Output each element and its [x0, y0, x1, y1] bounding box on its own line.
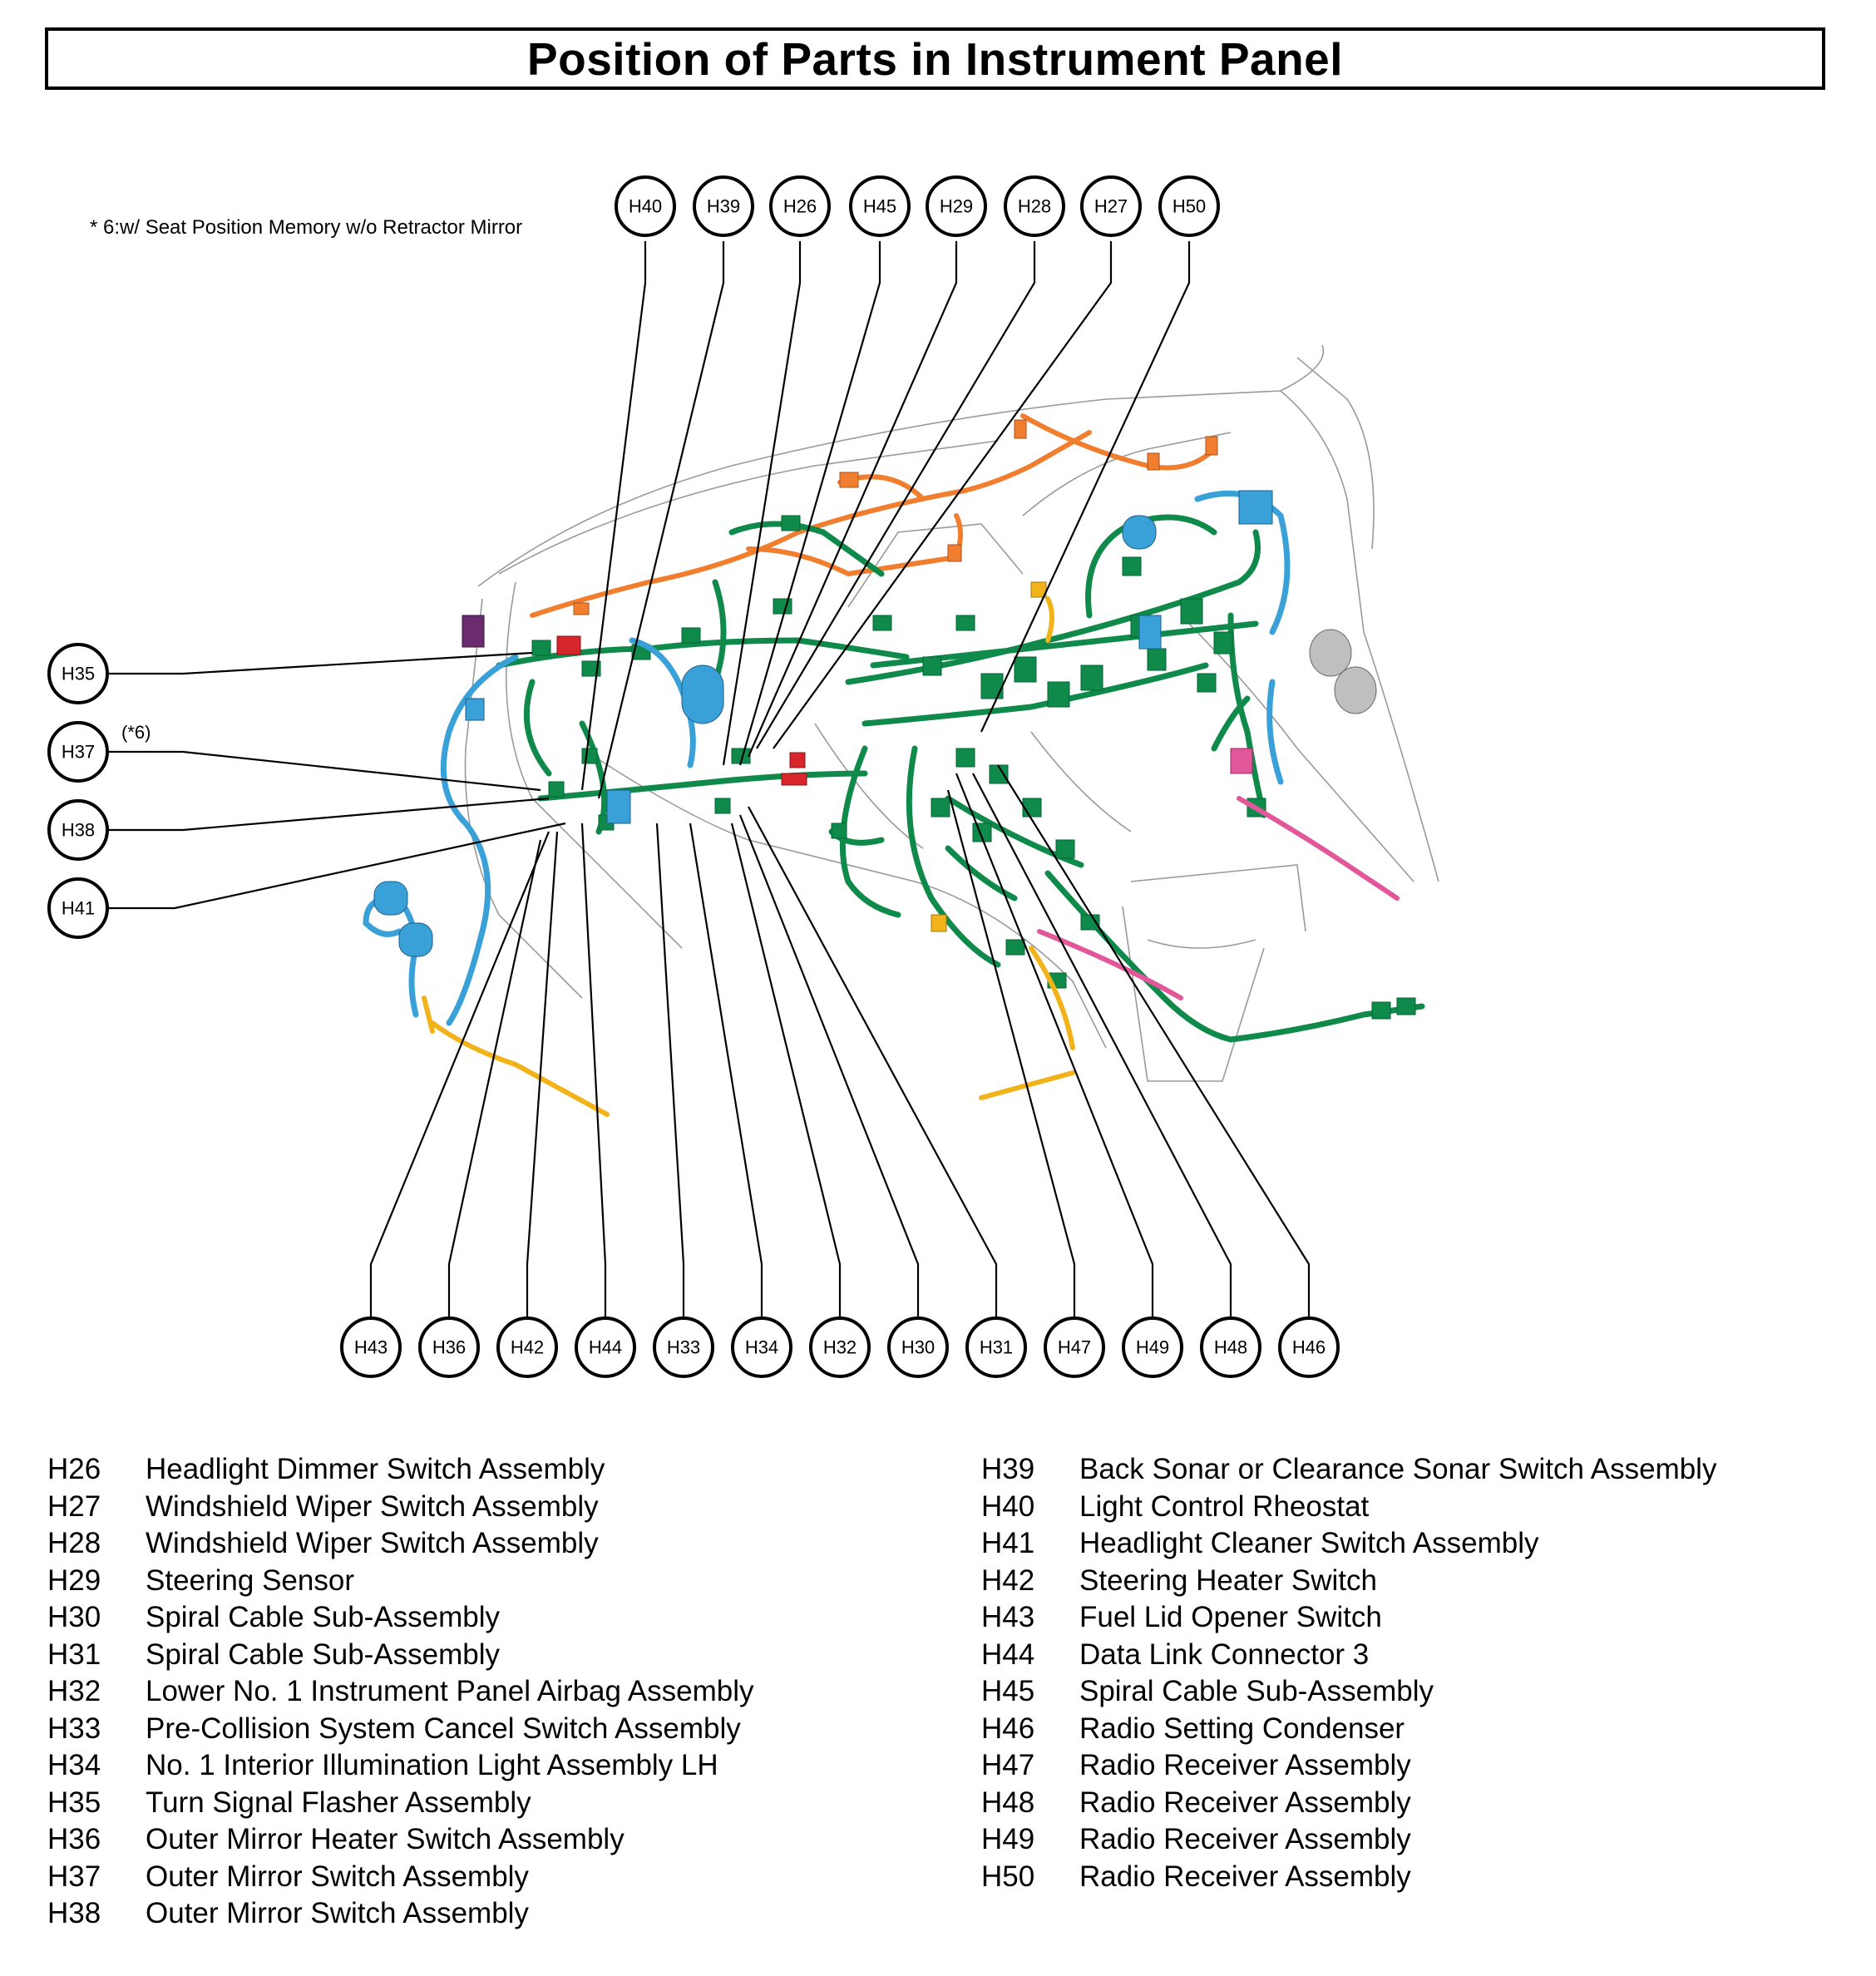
legend-row	[47, 1525, 753, 1563]
callout-H49	[1123, 1318, 1182, 1376]
legend-code: H29	[47, 1564, 101, 1597]
legend-label: Headlight Dimmer Switch Assembly	[146, 1453, 605, 1485]
legend-label: Pre-Collision System Cancel Switch Assembly	[146, 1712, 741, 1745]
callout-label: H47	[1057, 1336, 1092, 1358]
legend-row	[981, 1711, 1716, 1748]
callout-label: H46	[1291, 1336, 1326, 1358]
legend-code: H30	[47, 1601, 101, 1633]
callout-label: H49	[1135, 1336, 1170, 1358]
legend-label: Outer Mirror Switch Assembly	[146, 1860, 529, 1893]
callout-H41	[49, 879, 107, 937]
legend-right	[981, 1451, 1716, 1895]
callout-H50	[1160, 177, 1218, 235]
callout-label: H40	[628, 195, 663, 217]
callout-H32	[811, 1318, 869, 1376]
legend-code: H47	[981, 1749, 1035, 1781]
legend-row	[47, 1599, 753, 1637]
legend-code: H40	[981, 1489, 1035, 1523]
legend-left	[47, 1451, 753, 1933]
callout-H27	[1082, 177, 1140, 235]
legend-row	[47, 1489, 753, 1526]
legend-row	[981, 1599, 1716, 1637]
legend-code: H39	[981, 1453, 1035, 1485]
callout-H33	[654, 1318, 713, 1376]
legend-label: Spiral Cable Sub-Assembly	[146, 1638, 501, 1671]
callout-label: H32	[822, 1336, 857, 1358]
callout-H26	[771, 177, 829, 235]
page-title: Position of Parts in Instrument Panel	[526, 32, 1344, 85]
legend-label: Outer Mirror Heater Switch Assembly	[146, 1823, 625, 1855]
callout-H38	[49, 801, 107, 859]
legend-label: Turn Signal Flasher Assembly	[146, 1786, 531, 1819]
callout-label: H37	[61, 741, 96, 763]
legend-row	[47, 1451, 753, 1489]
callout-H45	[851, 177, 909, 235]
callout-label: H50	[1172, 195, 1207, 217]
legend-code: H46	[981, 1712, 1035, 1745]
legend-row	[981, 1637, 1716, 1674]
callout-label: H34	[744, 1336, 779, 1358]
callout-label: H30	[901, 1336, 936, 1358]
legend-code: H35	[47, 1786, 101, 1819]
callout-label: H36	[432, 1336, 467, 1358]
callout-label: H29	[939, 195, 974, 217]
callout-label: H27	[1094, 195, 1128, 217]
callout-H46	[1280, 1318, 1338, 1376]
legend-row	[47, 1637, 753, 1674]
legend-row	[47, 1673, 753, 1711]
legend-code: H36	[47, 1823, 101, 1855]
callout-H36	[420, 1318, 478, 1376]
callout-H48	[1202, 1318, 1260, 1376]
legend-code: H43	[981, 1601, 1035, 1633]
legend-row	[47, 1785, 753, 1822]
legend-code: H33	[47, 1712, 101, 1745]
callout-label: H33	[666, 1336, 701, 1358]
legend-row	[981, 1563, 1716, 1600]
callout-H40	[616, 177, 674, 235]
legend-label: Windshield Wiper Switch Assembly	[146, 1489, 599, 1523]
legend-row	[47, 1711, 753, 1748]
callout-label: H41	[61, 897, 96, 919]
callout-note: (*6)	[121, 722, 151, 743]
callout-H43	[342, 1318, 400, 1376]
legend-label: Radio Receiver Assembly	[1079, 1749, 1411, 1781]
legend-label: Radio Receiver Assembly	[1079, 1860, 1411, 1893]
callout-label: H26	[782, 195, 817, 217]
callout-H44	[576, 1318, 634, 1376]
legend-code: H27	[47, 1489, 101, 1523]
legend-row	[981, 1525, 1716, 1563]
legend-label: Radio Receiver Assembly	[1079, 1786, 1411, 1819]
legend-code: H45	[981, 1675, 1035, 1707]
legend-row	[47, 1563, 753, 1600]
legend-code: H42	[981, 1564, 1035, 1597]
legend-code: H31	[47, 1638, 101, 1671]
legend-label: Outer Mirror Switch Assembly	[146, 1897, 529, 1929]
callout-label: H38	[61, 819, 96, 841]
legend-label: Light Control Rheostat	[1079, 1489, 1370, 1523]
legend-label: Back Sonar or Clearance Sonar Switch Assembly	[1079, 1453, 1717, 1485]
legend-label: Headlight Cleaner Switch Assembly	[1079, 1527, 1539, 1559]
callout-label: H39	[706, 195, 741, 217]
legend-row	[981, 1451, 1716, 1489]
legend-label: Spiral Cable Sub-Assembly	[146, 1601, 501, 1633]
legend-label: Lower No. 1 Instrument Panel Airbag Assembly	[146, 1675, 754, 1707]
legend-label: Steering Sensor	[146, 1564, 354, 1597]
callout-label: H28	[1017, 195, 1052, 217]
legend-code: H34	[47, 1749, 101, 1781]
legend-row	[981, 1821, 1716, 1859]
footnote: * 6:w/ Seat Position Memory w/o Retractor Mirror	[90, 216, 523, 239]
callout-label: H42	[510, 1336, 545, 1358]
callout-H28	[1005, 177, 1064, 235]
legend-row	[47, 1859, 753, 1896]
legend-code: H38	[47, 1897, 101, 1929]
legend-label: No. 1 Interior Illumination Light Assembly LH	[146, 1749, 718, 1781]
legend-code: H50	[981, 1860, 1035, 1893]
legend-code: H32	[47, 1675, 101, 1707]
callout-label: H43	[353, 1336, 388, 1358]
callout-H34	[733, 1318, 791, 1376]
legend-label: Windshield Wiper Switch Assembly	[146, 1527, 599, 1559]
legend-row	[981, 1859, 1716, 1896]
callout-label: H31	[979, 1336, 1014, 1358]
callout-label: H48	[1213, 1336, 1248, 1358]
callout-label: H45	[862, 195, 897, 217]
legend-row	[47, 1747, 753, 1785]
legend-row	[981, 1785, 1716, 1822]
legend-label: Data Link Connector 3	[1079, 1638, 1370, 1671]
callout-H30	[889, 1318, 947, 1376]
legend-code: H49	[981, 1823, 1035, 1855]
callout-H31	[967, 1318, 1025, 1376]
callout-H35	[49, 645, 107, 703]
legend-label: Spiral Cable Sub-Assembly	[1079, 1675, 1434, 1707]
callout-label: H44	[588, 1336, 623, 1358]
legend-code: H48	[981, 1786, 1035, 1819]
callout-H42	[498, 1318, 556, 1376]
legend-row	[981, 1747, 1716, 1785]
callout-H39	[694, 177, 753, 235]
legend-row	[47, 1821, 753, 1859]
legend-label: Radio Setting Condenser	[1079, 1712, 1405, 1745]
legend-label: Radio Receiver Assembly	[1079, 1823, 1411, 1855]
callout-H47	[1045, 1318, 1103, 1376]
legend-code: H44	[981, 1638, 1035, 1671]
legend-row	[981, 1673, 1716, 1711]
callout-H29	[927, 177, 985, 235]
legend-code: H28	[47, 1527, 101, 1559]
legend-row	[981, 1489, 1716, 1526]
legend-code: H37	[47, 1860, 101, 1893]
legend-row	[47, 1895, 753, 1933]
legend-label: Steering Heater Switch	[1079, 1564, 1377, 1597]
legend-label: Fuel Lid Opener Switch	[1079, 1601, 1382, 1633]
legend-code: H26	[47, 1453, 101, 1485]
callout-label: H35	[61, 663, 96, 684]
legend-code: H41	[981, 1527, 1035, 1559]
